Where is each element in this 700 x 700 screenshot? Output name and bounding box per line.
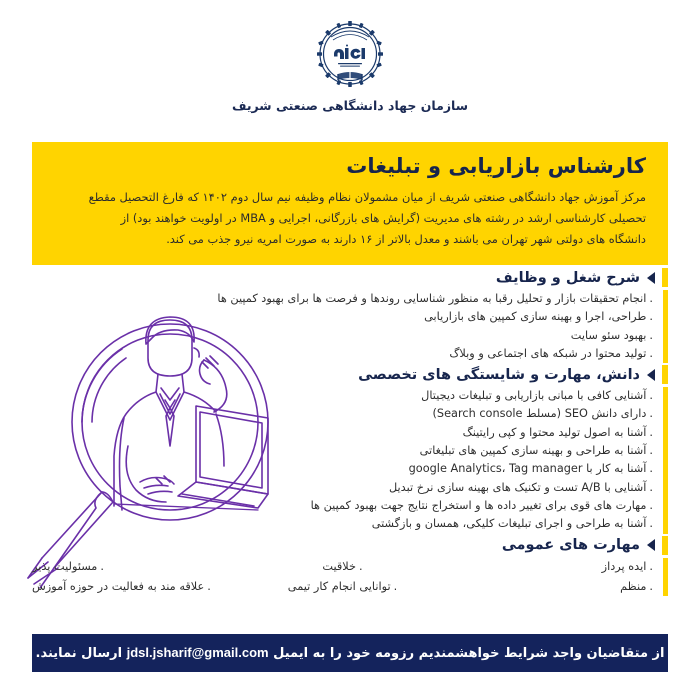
list-item: . انجام تحقیقات بازار و تحلیل رقبا به منظور شناسایی روندها و فرصت ها برای بهبود کمپین ها: [32, 290, 663, 308]
banner-line-1: مرکز آموزش جهاد دانشگاهی صنعتی شریف از میان مشمولان نظام وظیفه نیم سال دوم ۱۴۰۲ که فارغ التحصیل مقطع: [88, 190, 646, 205]
section-accent-bar: [662, 268, 668, 287]
list-item: . تولید محتوا در شبکه های اجتماعی و وبلاگ: [32, 345, 663, 363]
list-item: . آشنا به اصول تولید محتوا و کپی رایتینگ: [32, 424, 663, 442]
contact-footer: [32, 634, 668, 672]
job-description-paragraph: [54, 187, 646, 250]
section-header: [32, 268, 668, 287]
list-item: . آشنا به طراحی و بهینه سازی کمپین های تبلیغاتی: [32, 442, 663, 460]
section-specialized-skills: [32, 365, 668, 533]
footer-instruction: [36, 645, 665, 661]
triangle-left-icon: [647, 369, 655, 381]
list-item: . توانایی انجام کار تیمی: [241, 578, 444, 596]
list-item: . آشنایی با A/B تست و تکنیک های بهینه سازی نرخ تبدیل: [32, 479, 663, 497]
poster-content: [32, 268, 668, 598]
banner-line-2: تحصیلی کارشناسی ارشد در رشته های مدیریت (گرایش های بازرگانی، اجرایی و MBA در اولویت خواهند بود) از: [120, 211, 646, 226]
organization-name: سازمان جهاد دانشگاهی صنعتی شریف: [231, 98, 469, 113]
section-title: شرح شغل و وظایف: [495, 269, 640, 286]
list-item: . آشنا به کار با google Analytics، Tag manager: [32, 460, 663, 478]
list-item: . خلاقیت: [241, 558, 444, 576]
list-item: . آشنا به طراحی و اجرای تبلیغات کلیکی، همسان و بازگشتی: [32, 515, 663, 533]
poster-header: [0, 0, 700, 113]
footer-text-after: ارسال نمایند.: [35, 646, 123, 661]
list-item: . ایده پرداز: [450, 558, 653, 576]
triangle-left-icon: [647, 539, 655, 551]
contact-email[interactable]: jdsl.jsharif@gmail.com: [126, 645, 269, 660]
list-item: . مهارت های قوی برای تغییر داده ها و استخراج نتایج جهت بهبود کمپین ها: [32, 497, 663, 515]
jahad-daneshgahi-logo: [304, 14, 396, 92]
general-skills-grid: [32, 558, 653, 597]
banner-line-3: دانشگاه های دولتی شهر تهران می باشند و معدل بالاتر از ۱۶ دارند به صورت امریه نیرو جذب می کند.: [166, 232, 646, 247]
list-item: . بهبود سئو سایت: [32, 327, 663, 345]
section-job-description: [32, 268, 668, 363]
list-item: . طراحی، اجرا و بهینه سازی کمپین های بازاریابی: [32, 308, 663, 326]
list-item: . آشنایی کافی با مبانی بازاریابی و تبلیغات دیجیتال: [32, 387, 663, 405]
section-header: [32, 536, 668, 555]
job-title: کارشناس بازاریابی و تبلیغات: [346, 154, 646, 178]
list-item: . منظم: [450, 578, 653, 596]
footer-text-before: از متقاضیان واجد شرایط خواهشمندیم رزومه خود را به ایمیل: [273, 646, 665, 661]
section-general-skills: [32, 536, 668, 597]
triangle-left-icon: [647, 272, 655, 284]
general-skills-list: [32, 558, 668, 597]
list-item: . مسئولیت پذیر: [32, 558, 235, 576]
section-accent-bar: [662, 365, 668, 384]
section-title: مهارت های عمومی: [501, 537, 640, 554]
section-title: دانش، مهارت و شایستگی های تخصصی: [358, 366, 640, 383]
section-header: [32, 365, 668, 384]
specialized-skills-list: [32, 387, 668, 533]
job-description-list: [32, 290, 668, 363]
job-banner: [32, 142, 668, 265]
list-item: . علاقه مند به فعالیت در حوزه آموزش: [32, 578, 235, 596]
list-item: . دارای دانش SEO (مسلط Search console): [32, 405, 663, 423]
section-accent-bar: [662, 536, 668, 555]
